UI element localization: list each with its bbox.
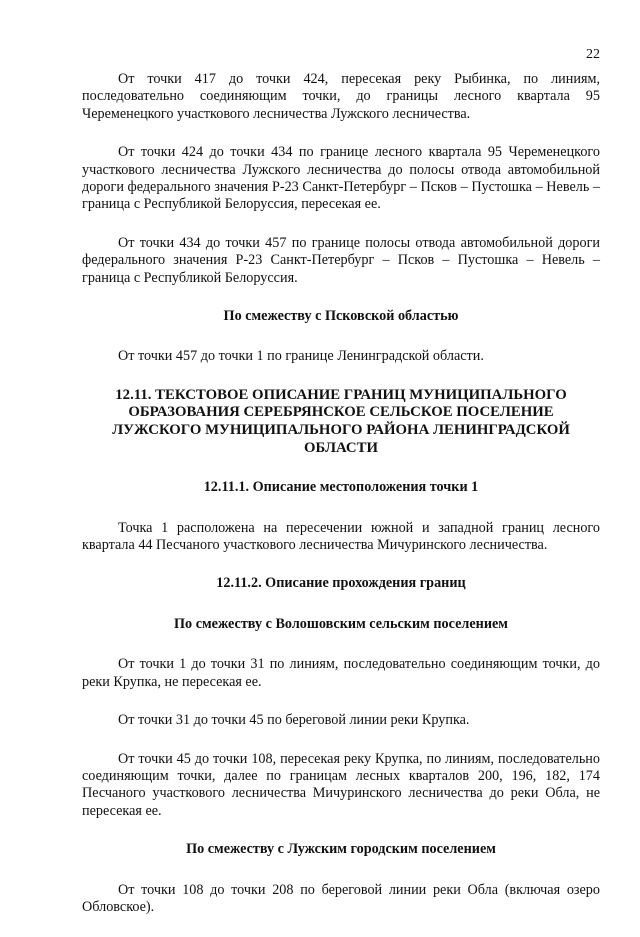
heading-voloshovo-border: По смежеству с Волошовским сельским поселением	[174, 615, 508, 632]
paragraph-31-45: От точки 31 до точки 45 по береговой линии реки Крупка.	[118, 712, 470, 729]
paragraph-457-1: От точки 457 до точки 1 по границе Ленинградской области.	[118, 348, 484, 365]
paragraph-424-434: От точки 424 до точки 434 по границе лесного квартала 95 Череменецкого участкового лесничества Лужского лесничества до полосы отвода автомобильной дороги федерального значения Р-23 Санкт-Петербург – Псков – Пустошка – Невель – граница с Республикой Белоруссия, пересекая ее.	[82, 144, 600, 213]
paragraph-108-208: От точки 108 до точки 208 по береговой линии реки Обла (включая озеро Обловское).	[82, 881, 600, 915]
paragraph-45-108: От точки 45 до точки 108, пересекая реку Крупка, по линиям, последовательно соединяющим точки, далее по границам лесных кварталов 200, 196, 182, 174 Песчаного участкового лесничества Мичуринского лесничества до реки Обла, не пересекая ее.	[82, 750, 600, 819]
paragraph-1-31: От точки 1 до точки 31 по линиям, последовательно соединяющим точки, до реки Крупка, не пересекая ее.	[82, 656, 600, 690]
paragraph-434-457: От точки 434 до точки 457 по границе полосы отвода автомобильной дороги федерального значения Р-23 Санкт-Петербург – Псков – Пустошка – Невель – граница с Республикой Белоруссия.	[82, 234, 600, 286]
document-body	[82, 71, 600, 937]
page-number: 22	[586, 47, 600, 62]
heading-12-11-1: 12.11.1. Описание местоположения точки 1	[203, 479, 479, 496]
section-title-12-11: 12.11. ТЕКСТОВОЕ ОПИСАНИЕ ГРАНИЦ МУНИЦИПАЛЬНОГО ОБРАЗОВАНИЯ СЕРЕБРЯНСКОЕ СЕЛЬСКОЕ ПОСЕЛЕНИЕ ЛУЖСКОГО МУНИЦИПАЛЬНОГО РАЙОНА ЛЕНИНГРАДСКОЙ ОБЛАСТИ	[112, 386, 570, 456]
paragraph-point-1: Точка 1 расположена на пересечении южной и западной границ лесного квартала 44 Песчаного участкового лесничества Мичуринского лесничества.	[82, 519, 600, 554]
heading-12-11-2: 12.11.2. Описание прохождения границ	[216, 575, 466, 592]
heading-luga-border: По смежеству с Лужским городским поселением	[186, 841, 496, 858]
paragraph-417-424: От точки 417 до точки 424, пересекая реку Рыбинка, по линиям, последовательно соединяющим точки, до границы лесного квартала 95 Череменецкого участкового лесничества Лужского лесничества.	[82, 71, 600, 122]
heading-pskov-border: По смежеству с Псковской областью	[223, 308, 459, 325]
